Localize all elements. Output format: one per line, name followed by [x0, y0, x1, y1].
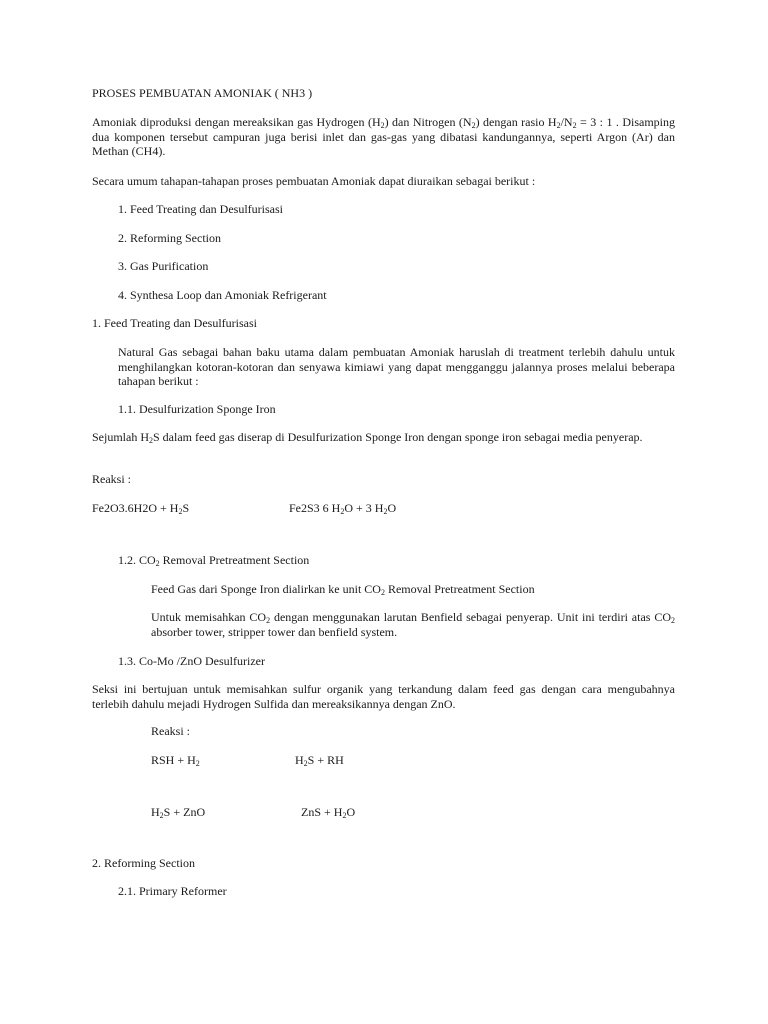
subsection-1-2-text-1: Feed Gas dari Sponge Iron dialirkan ke unit $CO_2$ Removal Pretreatment Section	[151, 582, 535, 597]
step-item-1: 1. Feed Treating dan Desulfurisasi	[118, 202, 283, 216]
reaction-1-left: $Fe2O3.6H2O + H_2S$	[92, 501, 190, 516]
intro-paragraph-2: Secara umum tahapan-tahapan proses pembuatan Amoniak dapat diuraikan sebagai berikut :	[92, 174, 536, 188]
subsection-2-1-heading: 2.1. Primary Reformer	[118, 884, 227, 898]
step-item-4: 4. Synthesa Loop dan Amoniak Refrigerant	[118, 288, 327, 302]
reaksi-label-2: Reaksi :	[151, 724, 190, 738]
reaction-2-left: RSH + $H_2$	[151, 753, 200, 768]
document-title: PROSES PEMBUATAN AMONIAK ( NH3 )	[92, 86, 313, 100]
subsection-1-1-text: Sejumlah $H_2S$ dalam feed gas diserap di Desulfurization Sponge Iron dengan sponge iron sebagai media penyerap.	[92, 430, 643, 445]
subsection-1-1-heading: 1.1. Desulfurization Sponge Iron	[118, 402, 276, 416]
subsection-1-3-heading: 1.3. Co-Mo /ZnO Desulfurizer	[118, 654, 265, 668]
step-item-3: 3. Gas Purification	[118, 259, 209, 273]
step-item-2: 2. Reforming Section	[118, 231, 221, 245]
section-1-heading: 1. Feed Treating dan Desulfurisasi	[92, 316, 257, 330]
reaction-3-left: $H_2S$ + ZnO	[151, 805, 206, 820]
subsection-1-2-text-2: Untuk memisahkan $CO_2$ dengan menggunakan larutan Benfield sebagai penyerap. Unit ini terdiri atas $CO_2$ absorber tower, stripper tower dan benfield system.	[151, 610, 675, 639]
reaction-1-right: Fe2S3 6 $H_2O + 3$ $H_2O$	[289, 501, 397, 516]
section-2-heading: 2. Reforming Section	[92, 856, 195, 870]
reaksi-label-1: Reaksi :	[92, 472, 131, 486]
reaction-3-right: ZnS + $H_2O$	[301, 805, 356, 820]
reaction-2-right: $H_2S$ + RH	[295, 753, 344, 768]
intro-paragraph-1: Amoniak diproduksi dengan mereaksikan gas Hydrogen $(H_2)$ dan Nitrogen $(N_2)$ dengan rasio $H_2/N_2 = 3$ : 1 . Disamping dua komponen tersebut campuran juga berisi inlet dan gas-gas yang dibatasi kandungannya, seperti Argon (Ar) dan Methan (CH4).	[92, 115, 676, 158]
subsection-1-2-heading: 1.2. $CO_2$ Removal Pretreatment Section	[118, 553, 310, 568]
section-1-intro: Natural Gas sebagai bahan baku utama dalam pembuatan Amoniak haruslah di treatment terlebih dahulu untuk menghilangkan kotoran-kotoran dan senyawa kimiawi yang dapat mengganggu jalannya proses melalui beberapa tahapan berikut :	[118, 345, 675, 388]
subsection-1-3-text: Seksi ini bertujuan untuk memisahkan sulfur organik yang terkandung dalam feed gas dengan cara mengubahnya terlebih dahulu mejadi Hydrogen Sulfida dan mereaksikannya dengan ZnO.	[92, 682, 675, 711]
